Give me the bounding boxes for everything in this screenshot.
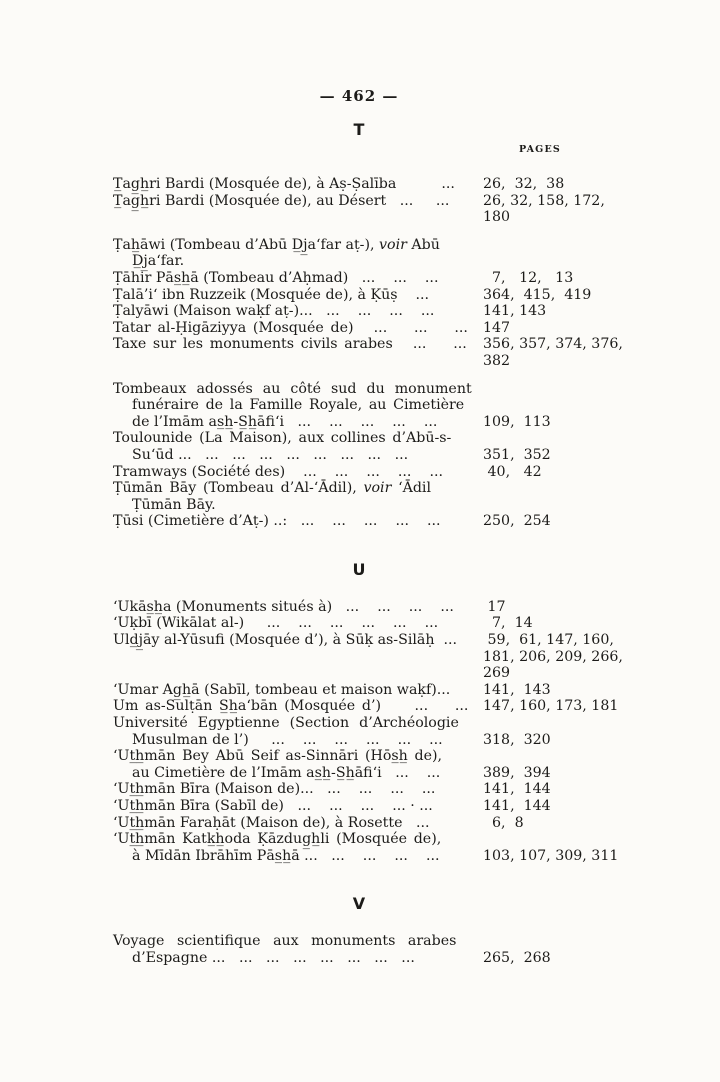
- entry-text: de l’Imām as̲h̲-S̲h̲āfi‘i ... ... ... ... ...: [132, 413, 438, 430]
- index-entry-line: [113, 847, 619, 865]
- index-entry-line: [113, 464, 605, 481]
- index-entry-line: [113, 480, 605, 497]
- entry-text: ‘Uḳbī (Wikālat al-) ... ... ... ... ... ...: [113, 615, 439, 632]
- index-entry-line: [113, 732, 605, 749]
- index-entry-line: [113, 447, 605, 464]
- index-entry-line: [113, 765, 605, 782]
- entry-text: Ṭah̲āwi (Tombeau d’Abū D̲j̲a‘far aṭ-), voir Abū: [113, 236, 440, 253]
- entry-text: Taxe sur les monuments civils arabes ... ...: [113, 336, 467, 353]
- entry-text: ‘Ukās̲h̲a (Monuments situés à) ... ... ... ...: [113, 598, 454, 615]
- entry-pages: 356, 357, 374, 376,: [483, 336, 623, 353]
- entry-pages: 141, 143: [483, 303, 547, 320]
- index-sections: [113, 120, 623, 967]
- entry-pages: 318, 320: [483, 731, 551, 748]
- index-entry-line: [113, 193, 605, 210]
- entry-text: Université Egyptienne (Section d’Archéologie: [113, 715, 459, 732]
- entry-text: Voyage scientifique aux monuments arabes: [113, 933, 457, 950]
- entry-pages: 141, 144: [483, 798, 551, 814]
- index-entry-line: [113, 414, 605, 431]
- index-entry-line: [113, 270, 605, 287]
- page-content: [113, 87, 623, 967]
- index-entry-line: [113, 698, 619, 715]
- entry-text: Musulman de l’) ... ... ... ... ... ...: [132, 731, 443, 748]
- entry-text: Ṭalyāwi (Maison waḳf aṭ-)... ... ... ... ...: [113, 303, 435, 320]
- entry-text: ‘Umar Ag̲h̲ā (Sabīl, tombeau et maison waḳf)...: [113, 681, 451, 698]
- entry-pages: 269: [483, 665, 511, 682]
- entry-pages: 7, 14: [483, 615, 533, 632]
- index-entry-line: [113, 353, 605, 370]
- entry-text: ‘Ut̲h̲mān Bīra (Sabīl de) ... ... ... ... · ...: [113, 798, 433, 814]
- entry-pages: 389, 394: [483, 764, 551, 781]
- entry-pages: 6, 8: [483, 814, 524, 831]
- entry-text: Ṭūmān Bāy (Tombeau d’Al-‘Ādil), voir ‘Ādil: [113, 480, 431, 497]
- index-entry-line: [113, 303, 605, 320]
- section-entries-U: [113, 598, 623, 865]
- entry-text: ‘Ut̲h̲mān Bīra (Maison de)... ... ... ... ...: [113, 781, 436, 798]
- index-entry-line: [113, 513, 605, 530]
- entry-pages: 109, 113: [483, 413, 551, 430]
- entry-text: Su‘ūd ... ... ... ... ... ... ... ... ...: [132, 446, 409, 463]
- index-entry-line: [113, 632, 614, 649]
- index-entry-line: [113, 665, 605, 682]
- entry-text: Toulounide (La Maison), aux collines d’Abū-s-: [113, 430, 452, 447]
- entry-pages: 141, 143: [483, 681, 551, 698]
- entry-pages: 17: [483, 598, 506, 615]
- entry-text: Uld̲j̲āy al-Yūsufi (Mosquée d’), à Sūḳ as-Silāḥ ...: [113, 632, 458, 649]
- entry-text: funéraire de la Famille Royale, au Cimetière: [132, 397, 465, 414]
- entry-text: Ṭāhir Pās̲h̲ā (Tombeau d’Aḥmad) ... ... ...: [113, 269, 439, 286]
- entry-pages: 147, 160, 173, 181: [483, 698, 619, 715]
- entry-pages: 40, 42: [483, 463, 542, 480]
- section-header-V: V: [352, 894, 366, 914]
- entry-text: ‘Ut̲h̲mān Bey Abū Seif as-Sinnāri (Hōs̲h̲ de),: [113, 748, 443, 765]
- entry-text: D̲j̲a‘far.: [132, 253, 185, 270]
- section-header-U: U: [352, 559, 366, 579]
- index-entry-line: [113, 430, 605, 447]
- entry-pages: 26, 32, 158, 172,: [483, 192, 605, 209]
- index-entry-line: [113, 815, 605, 832]
- section-entries-T: [113, 176, 623, 530]
- entry-text: ‘Ut̲h̲mān Katk̲h̲oda Ḳāzdug̲h̲li (Mosquée de),: [113, 831, 442, 848]
- index-entry-line: [113, 798, 605, 815]
- index-entry-line: [113, 497, 605, 514]
- page-number: — 462 —: [319, 87, 399, 105]
- section-header-T: T: [353, 120, 365, 139]
- entry-text: Tatar al-Ḥigāziyya (Mosquée de) ... ... ...: [113, 319, 468, 336]
- index-entry-line: [113, 320, 605, 337]
- entry-pages: 7, 12, 13: [483, 269, 574, 286]
- index-entry-line: [113, 287, 605, 304]
- index-entry-line: [113, 397, 605, 414]
- entry-pages: 382: [483, 352, 511, 369]
- index-entry-line: [113, 237, 605, 254]
- index-entry-line: [113, 950, 605, 967]
- entry-text: T̲ag̲h̲ri Bardi (Mosquée de), à Aṣ-Ṣalība ...: [113, 176, 455, 192]
- entry-text: Tombeaux adossés au côté sud du monument: [113, 380, 472, 397]
- index-entry-line: [113, 682, 605, 699]
- entry-pages: 351, 352: [483, 446, 551, 463]
- index-entry-line: [113, 933, 605, 950]
- entry-text: d’Espagne ... ... ... ... ... ... ... ...: [132, 949, 415, 966]
- entry-pages: 181, 206, 209, 266,: [483, 648, 623, 665]
- index-entry-line: [113, 599, 605, 616]
- index-entry-line: [113, 176, 605, 193]
- entry-text: ‘Ut̲h̲mān Faraḥāt (Maison de), à Rosette ...: [113, 814, 430, 831]
- entry-pages: 180: [483, 209, 511, 226]
- index-entry-line: [113, 831, 605, 848]
- index-entry-line: [113, 253, 605, 270]
- entry-pages: 26, 32, 38: [483, 176, 565, 192]
- entry-text: au Cimetière de l’Imām as̲h̲-S̲h̲āfi‘i ... ...: [132, 764, 441, 781]
- entry-pages: 364, 415, 419: [483, 286, 592, 303]
- index-entry-line: [113, 381, 605, 398]
- index-entry-line: [113, 715, 605, 732]
- section-entries-V: [113, 933, 605, 966]
- index-entry-line: [113, 748, 605, 765]
- entry-pages: 103, 107, 309, 311: [483, 847, 619, 864]
- entry-text: Um as-Sulṭān S̲h̲a‘bān (Mosquée d’) ... ...: [113, 698, 469, 715]
- index-entry-line: [113, 336, 623, 353]
- entry-text: T̲ag̲h̲ri Bardi (Mosquée de), au Désert ... ...: [113, 192, 450, 209]
- entry-pages: 265, 268: [483, 949, 551, 966]
- entry-text: Ṭalā’i‘ ibn Ruzzeik (Mosquée de), à Ḳūṣ ...: [113, 286, 430, 303]
- entry-text: à Mīdān Ibrāhīm Pās̲h̲ā ... ... ... ... ...: [132, 847, 440, 864]
- entry-text: Ṭūsi (Cimetière d’Aṭ-) ..: ... ... ... ... ...: [113, 513, 441, 530]
- entry-pages: 141, 144: [483, 781, 551, 798]
- entry-text: Tramways (Société des) ... ... ... ... ...: [113, 463, 443, 480]
- index-entry-line: [113, 781, 605, 798]
- pages-column-header: PAGES: [518, 144, 561, 155]
- index-entry-line: [113, 209, 605, 226]
- index-entry-line: [113, 615, 605, 632]
- entry-pages: 147: [483, 319, 511, 336]
- entry-text: Ṭūmān Bāy.: [132, 496, 216, 513]
- entry-pages: 59, 61, 147, 160,: [483, 632, 614, 649]
- index-entry-line: [113, 648, 623, 666]
- entry-pages: 250, 254: [483, 513, 551, 530]
